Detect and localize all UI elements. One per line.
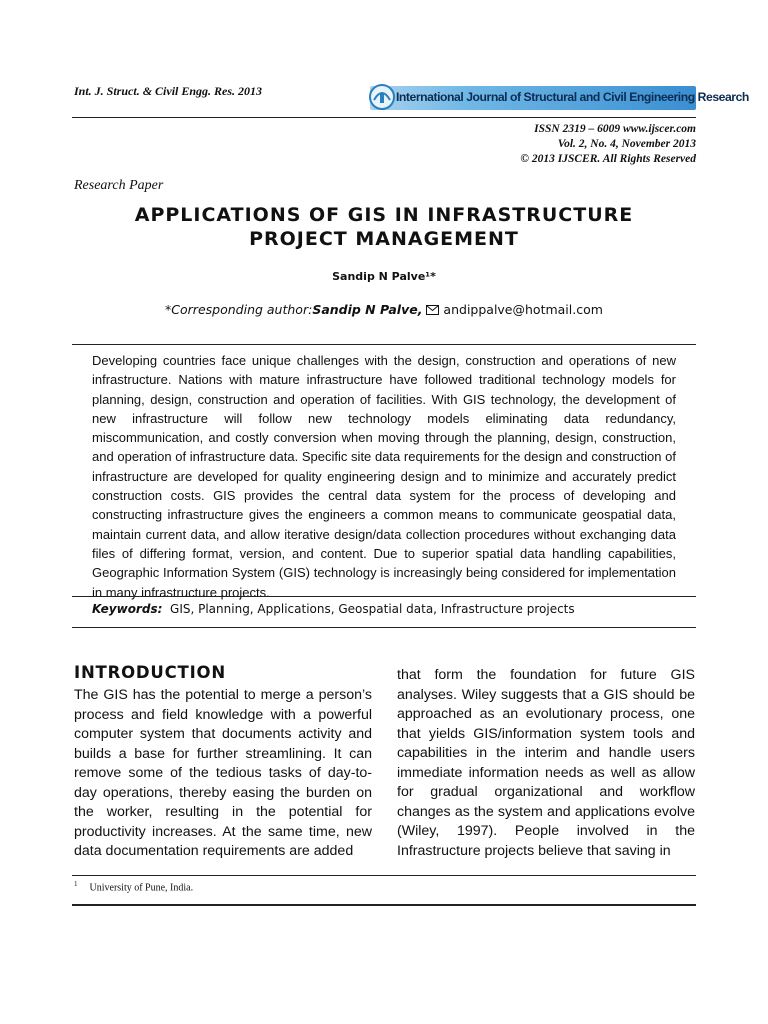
paper-title bbox=[72, 203, 696, 251]
corr-prefix: *Corresponding author: bbox=[165, 302, 313, 317]
abstract-bottom-rule bbox=[72, 596, 696, 597]
footnote-mark: 1 bbox=[74, 880, 78, 888]
footnote-rule bbox=[72, 875, 696, 876]
volume-line: Vol. 2, No. 4, November 2013 bbox=[557, 138, 696, 150]
intro-right-column: that form the foundation for future GIS analyses. Wiley suggests that a GIS should be approached as an evolutionary process, one that yields GIS/information system tools and capabilities in the interim and handle users immediate information needs as well as allow for gradual organizational and workflow changes as the system and applications evolve (Wiley, 1997). People involved in the Infrastructure projects believe that saving in bbox=[397, 667, 695, 859]
keywords bbox=[92, 602, 575, 616]
keywords-label: Keywords: bbox=[92, 602, 163, 616]
ijscer-logo-icon bbox=[364, 80, 400, 114]
section-heading-introduction: INTRODUCTION bbox=[74, 663, 226, 682]
footnote bbox=[74, 880, 193, 893]
corr-email[interactable]: andippalve@hotmail.com bbox=[443, 302, 603, 317]
copyright-line: © 2013 IJSCER. All Rights Reserved bbox=[520, 153, 696, 165]
intro-left-column: The GIS has the potential to merge a person’s process and field knowledge with a powerful computer system that documents activity and builds a base for further streamlining. It can remove some of the tedious tasks of day-to-day operations, thereby easing the burden on the worker, resulting in the potential for productivity increases. At the same time, new data documentation requirements are added bbox=[74, 687, 372, 859]
keywords-text: GIS, Planning, Applications, Geospatial data, Infrastructure projects bbox=[170, 602, 575, 616]
header-rule bbox=[72, 117, 696, 118]
corr-name: Sandip N Palve, bbox=[312, 302, 423, 317]
author-name: Sandip N Palve¹* bbox=[332, 270, 436, 283]
abstract-top-rule bbox=[72, 344, 696, 345]
abstract-text: Developing countries face unique challenges with the design, construction and operations of new infrastructure. Nations with mature infrastructure have followed traditional technology models for planning, design, construction and operation of facilities. With GIS technology, the development of new infrastructure will follow new technology models eliminating data redundancy, miscommunication, and costly conversion when moving through the planning, design, construction, and operation of infrastructure data. Specific site data requirements for the design and construction of infrastructure are developed for quality engineering design and to minimize and accurately predict construction costs. GIS provides the central data system for the process of developing and constructing infrastructure gives the engineers a common means to communicate geospatial data, maintain current data, and allow iterative design/data collection procedures without exchanging data files of differing format, version, and content. Due to superior spatial data handling capabilities, Geographic Information System (GIS) technology is increasingly being considered for implementation in many infrastructure projects. bbox=[92, 353, 676, 600]
title-line-1: APPLICATIONS OF GIS IN INFRASTRUCTURE bbox=[134, 204, 634, 226]
journal-short-name: Int. J. Struct. & Civil Engg. Res. 2013 bbox=[74, 84, 263, 98]
paper-type: Research Paper bbox=[74, 178, 164, 193]
envelope-icon bbox=[426, 305, 439, 315]
banner-title: International Journal of Structural and Civil Engineering Research bbox=[396, 90, 749, 104]
journal-banner bbox=[364, 80, 749, 114]
issn-line: ISSN 2319 – 6009 www.ijscer.com bbox=[534, 123, 696, 135]
page-bottom-rule bbox=[72, 904, 696, 906]
keywords-rule bbox=[72, 627, 696, 628]
footnote-text: University of Pune, India. bbox=[89, 882, 194, 894]
corresponding-author bbox=[72, 302, 696, 317]
title-line-2: PROJECT MANAGEMENT bbox=[249, 228, 519, 250]
